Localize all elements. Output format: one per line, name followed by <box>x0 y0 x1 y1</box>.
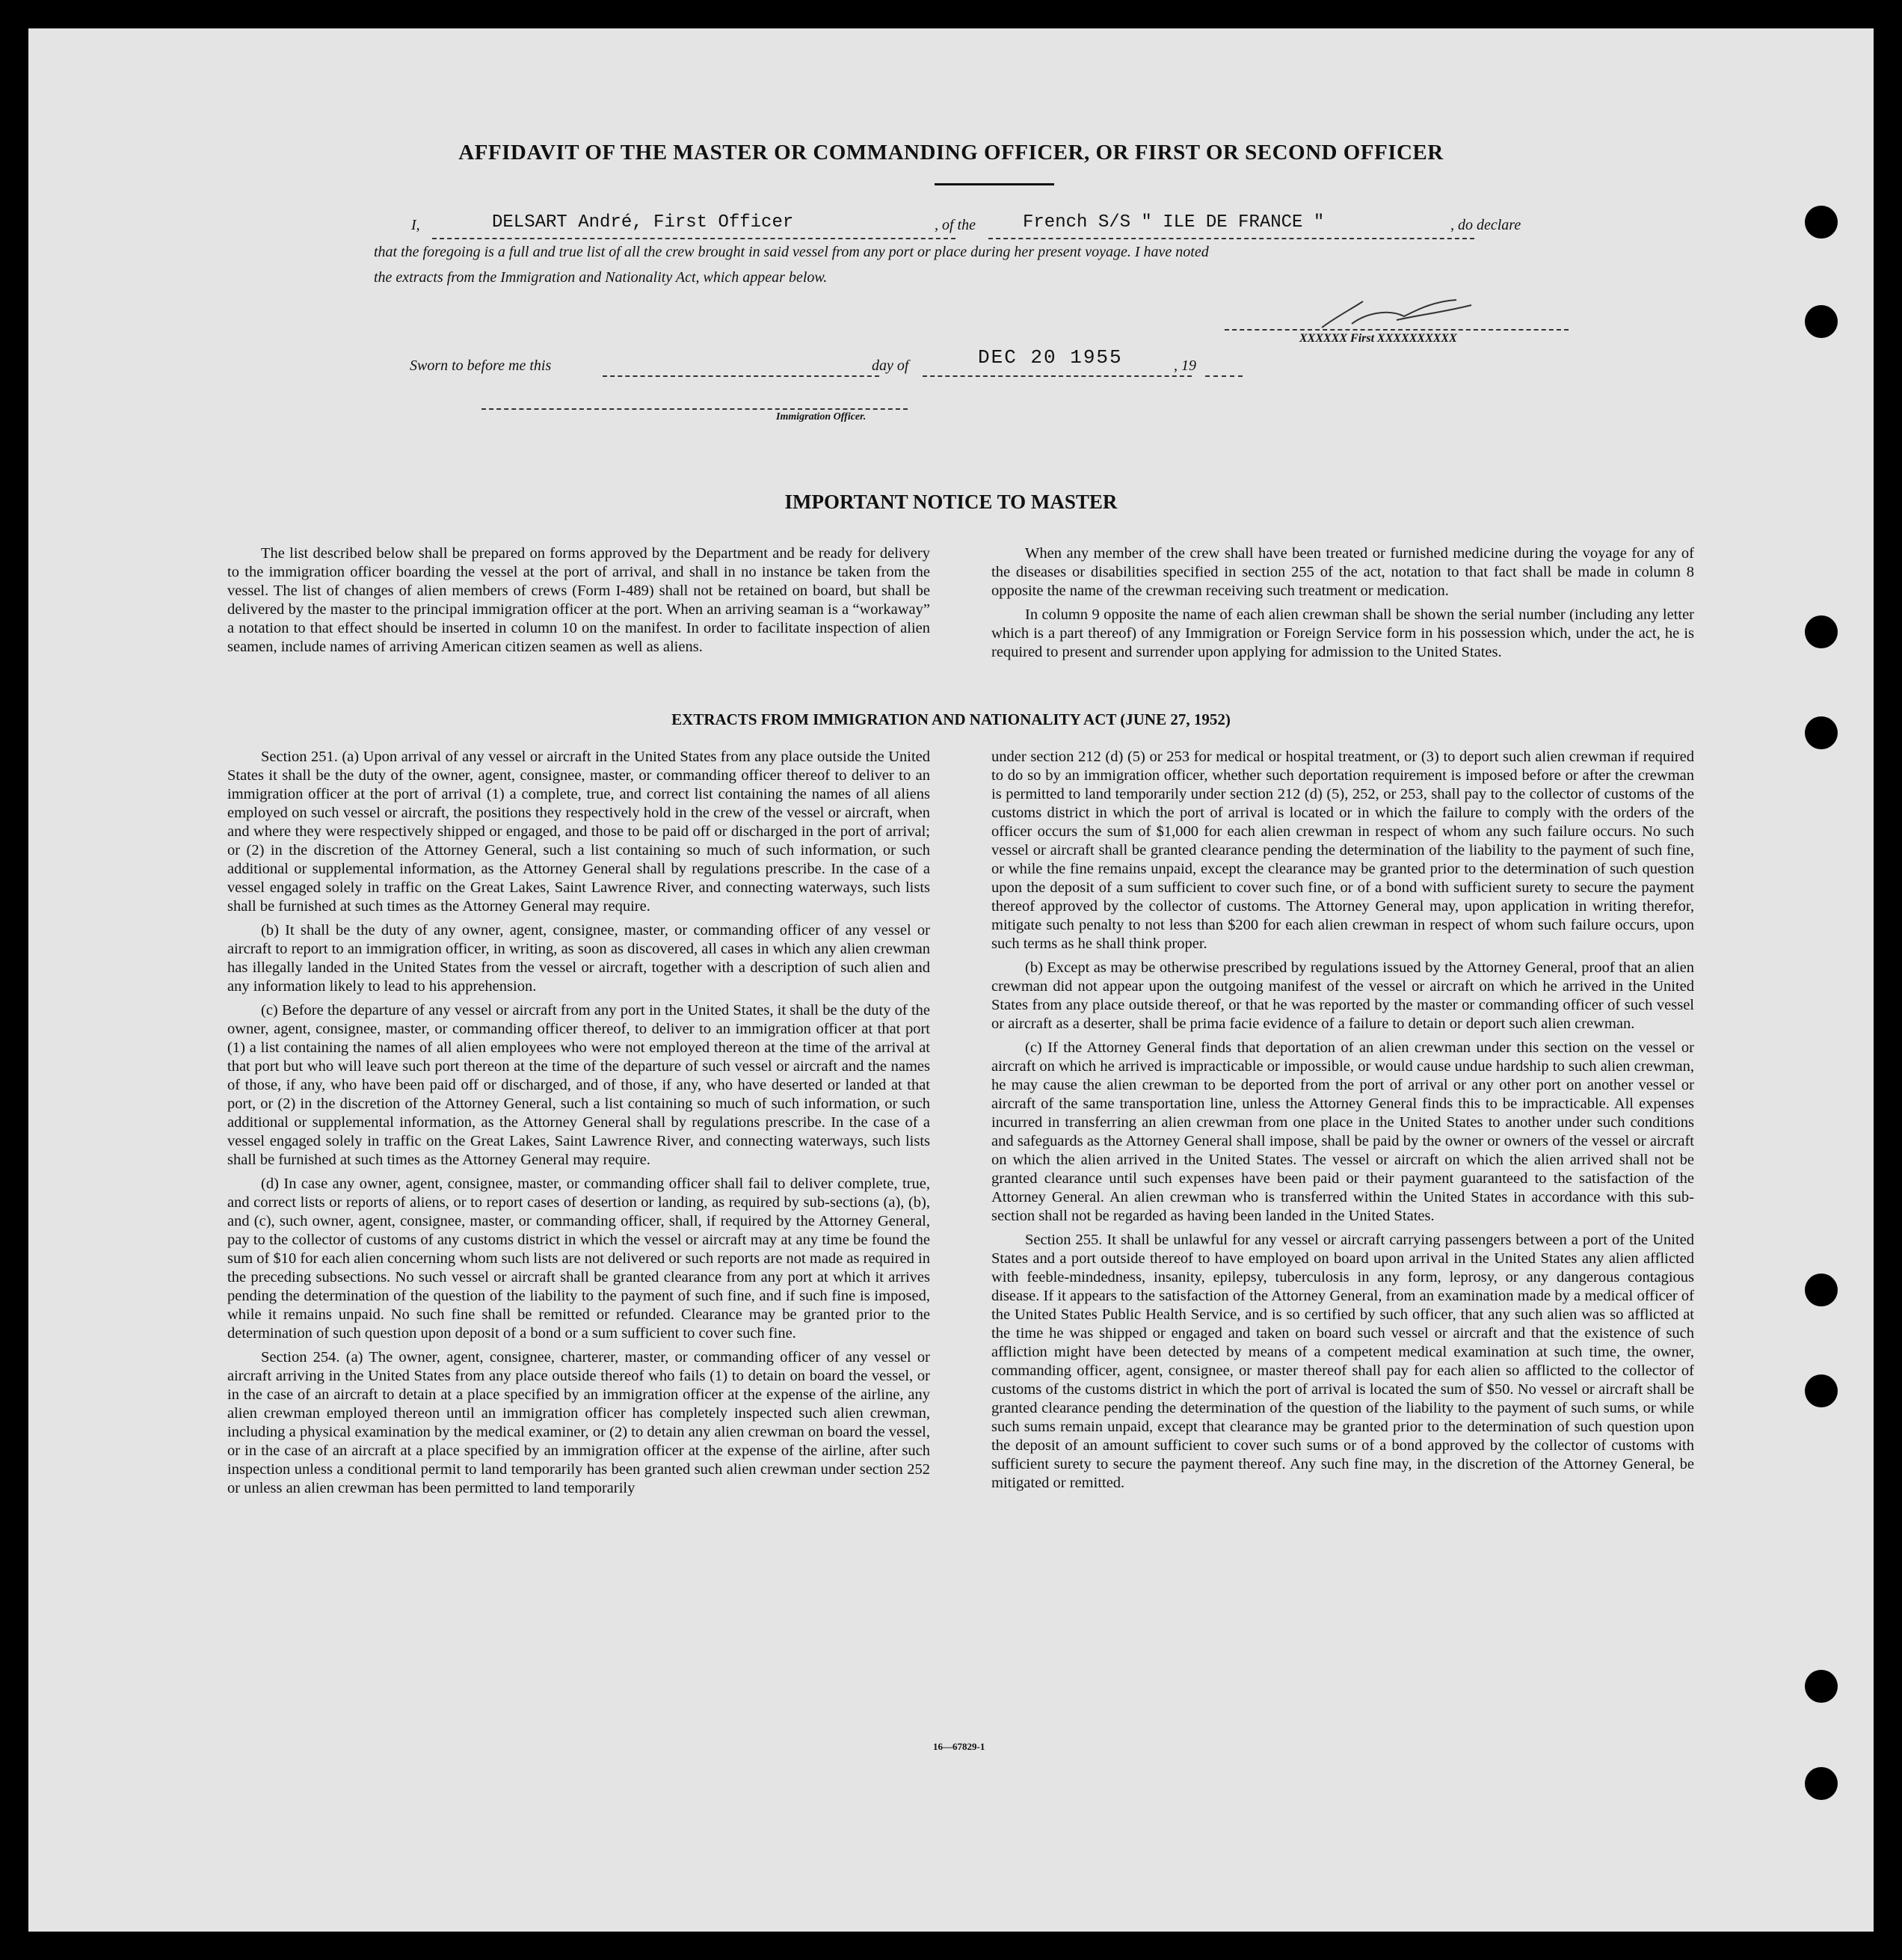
section-paragraph: (b) Except as may be otherwise prescribed by regulations issued by the Attorney General, proof that an alien crewman did not appear upon the outgoing manifest of the vessel or aircraft on which he arrived in the United States from any place outside thereof, or that he was reported by the master or commanding officer of such vessel or aircraft as a deserter, shall be prima facie evidence of a failure to detain or deport such alien crewman. <box>991 959 1694 1032</box>
notice-paragraph: In column 9 opposite the name of each alien crewman shall be shown the serial number (including any letter which is a part thereof) of any Immigration or Foreign Service form in his possession which, under the act, he is required to present and surrender upon applying for admission to the United States. <box>991 606 1694 660</box>
year-label: , 19 <box>1174 357 1196 374</box>
notice-left-column <box>227 544 930 662</box>
officer-name-field: DELSART André, First Officer <box>492 212 794 233</box>
of-the-label: , of the <box>935 217 976 233</box>
do-declare-label: , do declare <box>1450 217 1521 233</box>
section-paragraph: Section 255. It shall be unlawful for any vessel or aircraft carrying passengers between a port of the United States and a port outside thereof to have employed on board upon arrival in the United States any alien afflicted with feeble-mindedness, insanity, epilepsy, tuberculosis in any form, leprosy, or any dangerous contagious disease. If it appears to the satisfaction of the Attorney General, from an examination made by a medical officer of the United States Public Health Service, and is so certified by such officer, that any such alien was so afflicted at the time he was shipped or engaged and taken on board such vessel or aircraft and that the existence of such affliction might have been detected by means of a competent medical examination at such time, the owner, commanding officer, agent, consignee, or master thereof shall pay for each alien so afflicted to the collector of customs of the customs district in which the port of arrival is located the sum of $50. No vessel or aircraft shall be granted clearance pending the determination of the question of the liability to the payment of such sums, or while such sums remain unpaid, except that clearance may be granted prior to the determination of such question upon the deposit of an amount sufficient to cover such sums or of a bond approved by the collector of customs with sufficient surety to secure the payment thereof. Any such fine may, in the discretion of the Attorney General, be mitigated or remitted. <box>991 1232 1694 1491</box>
officer-signature <box>1307 286 1479 339</box>
year-line <box>1205 375 1243 377</box>
binder-hole <box>1805 305 1838 338</box>
binder-hole <box>1805 206 1838 239</box>
date-stamp: DEC 20 1955 <box>978 346 1123 369</box>
section-paragraph: Section 254. (a) The owner, agent, consignee, charterer, master, or commanding officer of any vessel or aircraft arriving in the United States from any place outside thereof who fails (1) to detain on board the vessel, or in the case of an aircraft to detain at a place specified by an immigration officer at the expense of the airline, any alien crewman employed thereon until an immigration officer has completely inspected such alien crewman, including a physical examination by the medical examiner, or (2) to detain any alien crewman on board the vessel, or in the case of an aircraft at a place specified by an immigration officer at the expense of the airline, after such inspection unless a conditional permit to land temporarily has been granted such alien crewman under section 252 or unless an alien crewman has been permitted to land temporarily <box>227 1349 930 1496</box>
section-paragraph: Section 251. (a) Upon arrival of any vessel or aircraft in the United States from any place outside the United States it shall be the duty of the owner, agent, consignee, master, or commanding officer thereof to deliver to an immigration officer at the port of arrival (1) a complete, true, and correct list containing the names of all aliens employed on such vessel or aircraft, the positions they respectively hold in the crew of the vessel or aircraft, when and where they were respectively shipped or engaged, and those to be paid off or discharged in the port of arrival; or (2) in the discretion of the Attorney General, such a list containing so much of such information, or such additional or supplemental information, as the Attorney General shall by regulations prescribe. In the case of a vessel engaged solely in traffic on the Great Lakes, Saint Lawrence River, and connecting waterways, such lists shall be furnished at such times as the Attorney General may require. <box>227 749 930 915</box>
immigration-officer-label: Immigration Officer. <box>776 411 867 423</box>
notice-right-column <box>991 544 1694 667</box>
binder-hole <box>1805 1274 1838 1306</box>
binder-hole <box>1805 1670 1838 1703</box>
section-paragraph: (c) If the Attorney General finds that deportation of an alien crewman under this section on the vessel or aircraft on which he arrived is impracticable or impossible, or would cause undue hardship to such alien crewman, he may cause the alien crewman to be deported from the port of arrival or any other port on another vessel or aircraft of the same transportation line, unless the Attorney General finds this to be impracticable. All expenses incurred in transferring an alien crewman from one place in the United States to another under such conditions and safeguards as the Attorney General shall impose, shall be paid by the owner or owners of the vessel or aircraft on which the alien arrived in the United States. The vessel or aircraft on which the alien arrived shall not be granted clearance until such expenses have been paid or their payment guaranteed to the satisfaction of the Attorney General. An alien crewman who is transferred within the United States in accordance with this sub-section shall not be regarded as having been landed in the United States. <box>991 1039 1694 1224</box>
vessel-name-line <box>988 238 1474 239</box>
extracts-right-column <box>991 748 1694 1498</box>
affidavit-line-3: the extracts from the Immigration and Nationality Act, which appear below. <box>374 269 828 286</box>
section-paragraph: (d) In case any owner, agent, consignee, master, or commanding officer shall fail to deliver complete, true, and correct lists or reports of aliens, or to report cases of desertion or landing, as required by sub-sections (a), (b), and (c), such owner, agent, consignee, master, or commanding officer, shall, if required by the Attorney General, pay to the collector of customs of any customs district in which the vessel or aircraft may at any time be found the sum of $10 for each alien concerning whom such lists are not delivered or such reports are not made as required in the preceding subsections. No such vessel or aircraft shall be granted clearance from any port at which it arrives pending the determination of the question of the liability to the payment of such fine, and if such fine is imposed, while it remains unpaid. No such fine shall be remitted or refunded. Clearance may be granted prior to the determination of such question upon deposit of a bond or a sum sufficient to cover such fine. <box>227 1176 930 1342</box>
binder-hole <box>1805 1374 1838 1407</box>
binder-hole <box>1805 1767 1838 1800</box>
officer-name-line <box>432 238 955 239</box>
notice-paragraph: The list described below shall be prepared on forms approved by the Department and be ready for delivery to the immigration officer boarding the vessel at the port of arrival, and shall in no instance be taken from the vessel. The list of changes of alien members of crews (Form I-489) shall not be retained on board, but shall be delivered by the master to the principal immigration officer at the port. When an arriving seaman is a “workaway” a notation to that effect should be inserted in column 10 on the manifest. In order to facilitate inspection of alien seamen, include names of arriving American citizen seamen as well as aliens. <box>227 545 930 655</box>
day-of-label: day of <box>872 357 909 374</box>
sworn-day-line <box>603 375 879 377</box>
binder-hole <box>1805 615 1838 648</box>
date-line <box>923 375 1192 377</box>
extracts-title: EXTRACTS FROM IMMIGRATION AND NATIONALITY ACT (JUNE 27, 1952) <box>671 710 1231 728</box>
i-label: I, <box>411 217 420 233</box>
sworn-label: Sworn to before me this <box>410 357 552 374</box>
signature-line <box>1225 329 1569 331</box>
signature-caption: XXXXXX First XXXXXXXXXX <box>1299 332 1457 345</box>
section-paragraph: (c) Before the departure of any vessel or aircraft from any port in the United States, it shall be the duty of the owner, agent, consignee, master, or commanding officer thereof, to deliver to an immigration officer at that port (1) a list containing the names of all alien employees who were not employed thereon at the time of the arrival at that port but who will leave such port thereon at the time of the departure of such vessel or aircraft and the names of those, if any, who have been paid off or discharged, and of those, if any, who have deserted or landed at that port, or (2) in the discretion of the Attorney General, such a list containing so much of such information, or such additional or supplemental information, as the Attorney General shall by regulations prescribe. In the case of a vessel engaged solely in traffic on the Great Lakes, Saint Lawrence River, and connecting waterways, such lists shall be furnished at such times as the Attorney General may require. <box>227 1002 930 1168</box>
vessel-name-field: French S/S " ILE DE FRANCE " <box>1023 212 1325 233</box>
section-paragraph: (b) It shall be the duty of any owner, agent, consignee, master, or commanding officer of any vessel or aircraft to report to an immigration officer, in writing, as soon as discovered, all cases in which any alien crewman has illegally landed in the United States from the vessel or aircraft, together with a description of such alien and any information likely to lead to his apprehension. <box>227 922 930 995</box>
immigration-officer-line <box>481 408 908 410</box>
title-rule <box>935 183 1054 185</box>
notice-title: IMPORTANT NOTICE TO MASTER <box>784 491 1118 513</box>
affidavit-line-2: that the foregoing is a full and true list of all the crew brought in said vessel from any port or place during her present voyage. I have noted <box>374 244 1209 260</box>
form-number: 16—67829-1 <box>933 1741 985 1752</box>
affidavit-title: AFFIDAVIT OF THE MASTER OR COMMANDING OFFICER, OR FIRST OR SECOND OFFICER <box>458 141 1444 165</box>
extracts-left-column <box>227 748 930 1503</box>
document-page <box>28 28 1874 1932</box>
notice-paragraph: When any member of the crew shall have been treated or furnished medicine during the voyage for any of the diseases or disabilities specified in section 255 of the act, notation to that fact shall be made in column 8 opposite the name of the crewman receiving such treatment or medication. <box>991 545 1694 599</box>
section-paragraph: under section 212 (d) (5) or 253 for medical or hospital treatment, or (3) to deport such alien crewman if required to do so by an immigration officer, whether such deportation requirement is imposed before or after the crewman is permitted to land temporarily under section 212 (d) (5), 252, or 253, shall pay to the collector of customs of the customs district in which the port of arrival is located or in which the failure to comply with the orders of the officer occurs the sum of $1,000 for each alien crewman in respect of whom any such failure occurs. No such vessel or aircraft shall be granted clearance pending the determination of the liability to the payment of such fine, or while the fine remains unpaid, except the clearance may be granted prior to the determination of such question upon the deposit of a sum sufficient to cover such fine, or of a bond with sufficient surety to secure the payment thereof approved by the collector of customs. The Attorney General may, upon application in writing therefor, mitigate such penalty to not less than $200 for each alien crewman in respect of whom such failure occurs, upon such terms as he shall think proper. <box>991 749 1694 952</box>
